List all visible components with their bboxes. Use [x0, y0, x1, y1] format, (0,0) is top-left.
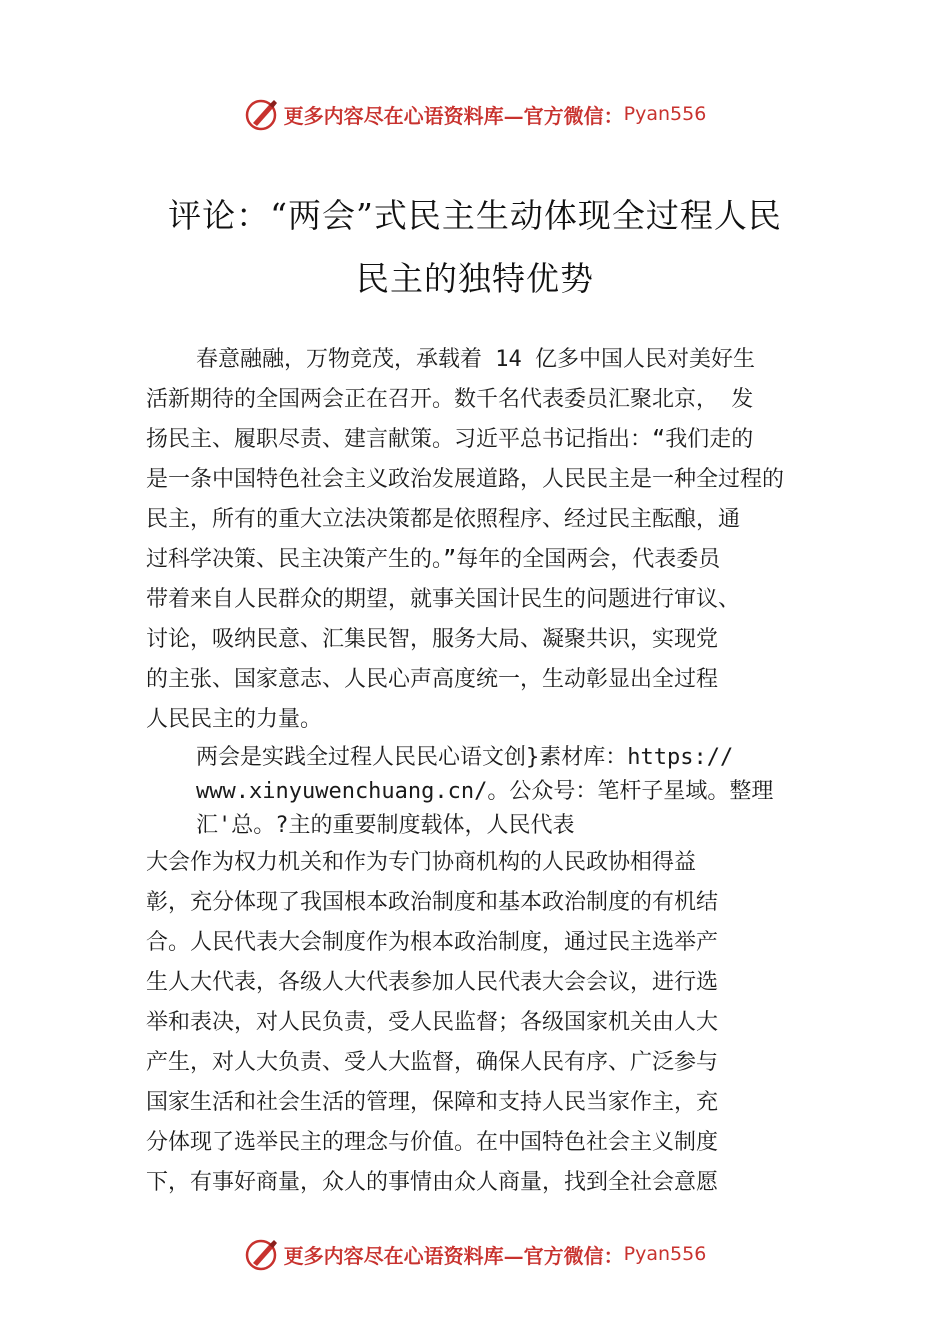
article-title: [0, 184, 950, 310]
text-line: 民主，所有的重大立法决策都是依照程序、经过民主酝酿，通: [146, 507, 741, 532]
text-line: 讨论，吸纳民意、汇集民智，服务大局、凝聚共识，实现党: [146, 627, 719, 652]
text-line: 人民民主的力量。: [146, 707, 323, 732]
text-line: 春意融融，万物竞茂，承载着 14 亿多中国人民对美好生: [196, 347, 755, 372]
title-line-1: 评论：“两会”式民主生动体现全过程人民: [168, 196, 782, 235]
text-line: 是一条中国特色社会主义政治发展道路，人民民主是一种全过程的: [146, 467, 785, 492]
text-line: 合。人民代表大会制度作为根本政治制度，通过民主选举产: [146, 930, 719, 955]
text-line: 汇'总。?主的重要制度载体，人民代表: [196, 813, 575, 838]
text-line: 的主张、国家意志、人民心声高度统一，生动彰显出全过程: [146, 667, 719, 692]
text-line: 举和表决，对人民负责，受人民监督；各级国家机关由人大: [146, 1010, 719, 1035]
text-line: 国家生活和社会生活的管理，保障和支持人民当家作主，充: [146, 1090, 719, 1115]
text-line: 活新期待的全国两会正在召开。数千名代表委员汇聚北京， 发: [146, 387, 754, 412]
text-line: 两会是实践全过程人民民心语文创}素材库：https://: [196, 745, 734, 770]
title-line-2: 民主的独特优势: [356, 259, 594, 298]
paragraph-1: [146, 340, 814, 740]
paragraph-2: [196, 741, 816, 843]
text-line: 生人大代表，各级人大代表参加人民代表大会会议，进行选: [146, 970, 719, 995]
banner-wechat-id: Pyan556: [623, 1243, 707, 1265]
banner-text: 更多内容尽在心语资料库—官方微信：: [283, 103, 624, 128]
text-line: 下，有事好商量，众人的事情由众人商量，找到全社会意愿: [146, 1170, 719, 1195]
text-line: 带着来自人民群众的期望，就事关国计民生的问题进行审议、: [146, 587, 741, 612]
footer-banner: [0, 1232, 950, 1276]
text-line: 彰，充分体现了我国根本政治制度和基本政治制度的有机结: [146, 890, 719, 915]
pen-logo-icon: [244, 96, 280, 132]
banner-wechat-id: Pyan556: [623, 103, 707, 125]
banner-text: 更多内容尽在心语资料库—官方微信：: [283, 1243, 624, 1268]
text-line: 产生，对人大负责、受人大监督，确保人民有序、广泛参与: [146, 1050, 719, 1075]
text-line: www.xinyuwenchuang.cn/。公众号：笔杆子星域。整理: [196, 779, 774, 804]
header-banner: [0, 92, 950, 136]
pen-logo-icon: [244, 1236, 280, 1272]
text-line: 扬民主、履职尽责、建言献策。习近平总书记指出：“我们走的: [146, 427, 754, 452]
text-line: 分体现了选举民主的理念与价值。在中国特色社会主义制度: [146, 1130, 719, 1155]
text-line: 过科学决策、民主决策产生的。”每年的全国两会，代表委员: [146, 547, 721, 572]
paragraph-3: [146, 843, 814, 1203]
text-line: 大会作为权力机关和作为专门协商机构的人民政协相得益: [146, 850, 697, 875]
